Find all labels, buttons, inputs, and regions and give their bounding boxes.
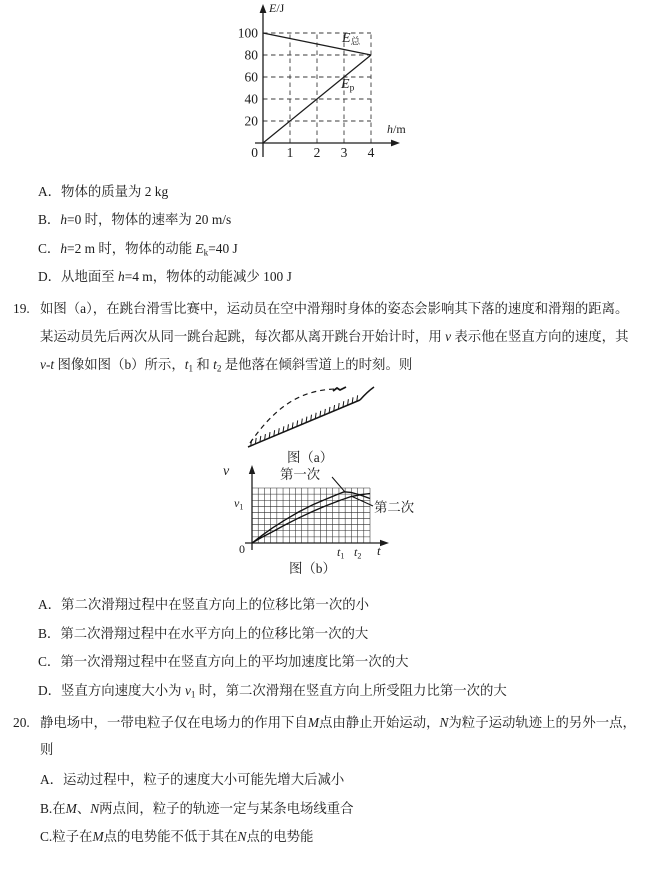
- q20-stem-line1: 静电场中，一带电粒子仅在电场力的作用下自M点由静止开始运动，N为粒子运动轨迹上的另外一点，: [40, 715, 636, 730]
- series-line-第一次: [252, 492, 370, 543]
- energy-x-axis-label: h/m: [387, 122, 406, 136]
- q19-option-a: A．第二次滑翔过程中在竖直方向上的位移比第一次的小: [38, 597, 370, 612]
- q19-option-c: C．第一次滑翔过程中在竖直方向上的平均加速度比第一次的大: [38, 654, 409, 669]
- series-label-potential-energy: $E_p$: [341, 77, 355, 94]
- skier-figure: [333, 387, 346, 391]
- svg-text:20: 20: [244, 113, 258, 129]
- svg-text:1: 1: [286, 145, 294, 160]
- q18-option-d: D．从地面至 h=4 m，物体的动能减少 100 J: [38, 269, 292, 284]
- svg-text:80: 80: [244, 47, 258, 63]
- svg-text:60: 60: [244, 69, 258, 85]
- fig-b-caption: 图（b）: [289, 561, 336, 576]
- q19-stem-line1: 如图（a），在跳台滑雪比赛中，运动员在空中滑翔时身体的姿态会影响其下落的速度和滑翔的距离。: [40, 301, 629, 316]
- q20-number: 20.: [13, 715, 30, 730]
- series-label-total-energy: $E_总$: [342, 31, 361, 48]
- y-axis-arrow: [260, 4, 267, 13]
- x-axis-arrow: [391, 140, 400, 147]
- fig-a-svg: [240, 383, 385, 451]
- curve-label-first: 第一次: [280, 467, 321, 482]
- svg-text:100: 100: [237, 25, 258, 41]
- svg-text:0: 0: [251, 145, 258, 160]
- svg-text:4: 4: [367, 145, 375, 160]
- q19-number: 19.: [13, 301, 30, 316]
- q19-option-d: D．竖直方向速度大小为 $v_1$ 时，第二次滑翔在竖直方向上所受阻力比第一次的大: [38, 683, 507, 700]
- q20-option-c: C.粒子在M点的电势能不低于其在N点的电势能: [40, 829, 314, 844]
- svg-text:40: 40: [244, 91, 258, 107]
- ramp-curve: [360, 387, 374, 400]
- energy-graph-figure: [228, 0, 433, 172]
- vt-origin-label: 0: [239, 542, 245, 556]
- slope-hatching: [251, 395, 358, 445]
- dashed-grid: [263, 33, 371, 143]
- q18-option-c: C．h=2 m 时，物体的动能 $E_k=40$ J: [38, 241, 238, 258]
- energy-y-axis-label: E/J: [269, 1, 285, 15]
- energy-chart-svg: [228, 0, 433, 172]
- fig-a-caption: 图（a）: [287, 450, 334, 465]
- q20-option-a: A．运动过程中，粒子的速度大小可能先增大后减小: [40, 772, 345, 787]
- vt-t2-tick-label: $t_2$: [354, 545, 362, 561]
- pointer-line-first: [332, 477, 345, 492]
- vt-y-axis-label: v: [223, 464, 230, 479]
- series-line-第二次: [252, 494, 370, 544]
- vt-x-axis-label: t: [377, 543, 381, 558]
- vt-graph-figure: [220, 462, 435, 562]
- q18-option-a: A．物体的质量为 2 kg: [38, 184, 169, 199]
- axes: [255, 9, 396, 157]
- x-axis-arrow: [380, 540, 389, 546]
- curve-label-second: 第二次: [374, 500, 415, 515]
- q19-option-b: B．第二次滑翔过程中在水平方向上的位移比第一次的大: [38, 626, 369, 641]
- q20-stem-line2: 则: [40, 742, 54, 757]
- vt-t1-tick-label: $t_1$: [337, 545, 345, 561]
- fig-a-figure: [240, 383, 385, 451]
- q20-option-b: B.在M、N两点间，粒子的轨迹一定与某条电场线重合: [40, 801, 354, 816]
- y-axis-arrow: [249, 465, 255, 474]
- q19-stem-line3: v-t 图像如图（b）所示，$t_1$ 和 $t_2$ 是他落在倾斜雪道上的时刻。则: [40, 357, 413, 374]
- q18-option-b: B．h=0 时，物体的速率为 20 m/s: [38, 212, 232, 227]
- svg-text:2: 2: [313, 145, 321, 160]
- svg-text:3: 3: [340, 145, 348, 160]
- vt-v1-tick-label: $v_1$: [234, 496, 244, 512]
- pointer-line-second: [351, 496, 373, 506]
- q19-stem-line2: 某运动员先后两次从同一跳台起跳，每次都从离开跳台开始计时，用 v 表示他在竖直方向的速度，其: [40, 329, 629, 344]
